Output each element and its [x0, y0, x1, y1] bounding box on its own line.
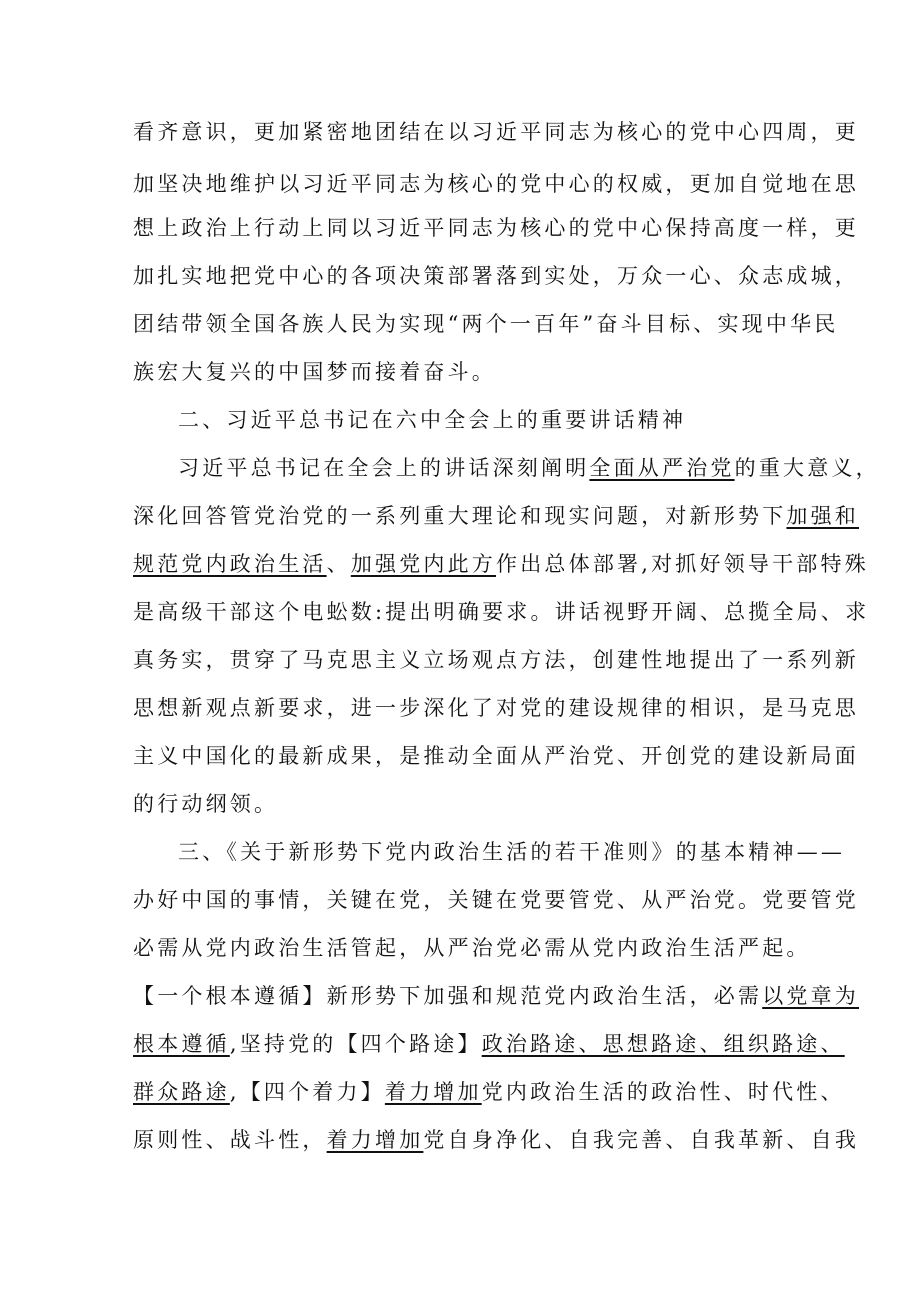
paragraph-line: 是高级干部这个电蚣数:提出明确要求。讲话视野开阔、总揽全局、求 — [133, 600, 870, 624]
text-run: 党自身净化、自我完善、自我革新、自我 — [423, 1128, 860, 1152]
underlined-phrase: 群众路途 — [133, 1080, 230, 1104]
paragraph-line — [133, 1030, 845, 1058]
paragraph-line: 的行动纲领。 — [133, 792, 279, 816]
paragraph-line: 办好中国的事情，关键在党，关键在党要管党、从严治党。党要管党 — [133, 888, 859, 912]
paragraph-line — [133, 1126, 859, 1154]
text-run: 习近平总书记在全会上的讲话深刻阐明 — [178, 456, 590, 480]
text-run: ,【四个着力】 — [229, 1080, 385, 1104]
underlined-phrase: 全面从严治党 — [589, 456, 735, 480]
text-run: 【一个根本遵循】新形势下加强和规范党内政治生活，必需 — [133, 984, 763, 1008]
paragraph-line — [133, 982, 859, 1010]
paragraph-line: 加扎实地把党中心的各项决策部署落到实处，万众一心、众志成城， — [133, 264, 859, 288]
underlined-phrase: 着力增加 — [326, 1128, 424, 1152]
paragraph-line: 加坚决地维护以习近平同志为核心的党中心的权威，更加自觉地在思 — [133, 172, 859, 196]
section-heading: 三、《关于新形势下党内政治生活的若干准则》的基本精神—— — [178, 840, 846, 864]
text-run: 的重大意义， — [734, 456, 880, 480]
paragraph-line: 主义中国化的最新成果，是推动全面从严治党、开创党的建设新局面 — [133, 744, 859, 768]
paragraph-line: 必需从党内政治生活管起，从严治党必需从党内政治生活严起。 — [133, 936, 811, 960]
paragraph-line: 思想新观点新要求，进一步深化了对党的建设规律的相识，是马克思 — [133, 696, 859, 720]
paragraph-line: 族宏大复兴的中国梦而接着奋斗。 — [133, 360, 496, 384]
paragraph-line — [178, 454, 880, 482]
paragraph-line — [133, 550, 869, 578]
text-run: 原则性、战斗性， — [133, 1128, 327, 1152]
section-heading: 二、习近平总书记在六中全会上的重要讲话精神 — [178, 408, 687, 432]
paragraph-line: 团结带领全国各族人民为实现“两个一百年”奋斗目标、实现中华民 — [133, 312, 839, 336]
text-run: 、 — [326, 552, 351, 576]
text-run: ,坚持党的【四个路途】 — [229, 1032, 482, 1056]
paragraph-line: 想上政治上行动上同以习近平同志为核心的党中心保持高度一样，更 — [133, 216, 859, 240]
paragraph-line — [133, 502, 859, 530]
text-run: 深化回答管党治党的一系列重大理论和现实问题，对新形势下 — [133, 504, 787, 528]
underlined-phrase: 加强和 — [786, 504, 860, 528]
underlined-phrase: 政治路途、思想路途、组织路途、 — [481, 1032, 845, 1056]
text-run: 党内政治生活的政治性、时代性、 — [481, 1080, 845, 1104]
text-run: 作出总体部署,对抓好领导干部特殊 — [496, 552, 869, 576]
underlined-phrase: 以党章为 — [762, 984, 860, 1008]
underlined-phrase: 加强党内此方 — [350, 552, 497, 576]
paragraph-line: 真务实，贯穿了马克思主义立场观点方法，创建性地提出了一系列新 — [133, 648, 859, 672]
paragraph-line: 看齐意识，更加紧密地团结在以习近平同志为核心的党中心四周，更 — [133, 120, 859, 144]
underlined-phrase: 规范党内政治生活 — [133, 552, 327, 576]
underlined-phrase: 着力增加 — [384, 1080, 482, 1104]
paragraph-line — [133, 1078, 845, 1106]
underlined-phrase: 根本遵循 — [133, 1032, 230, 1056]
